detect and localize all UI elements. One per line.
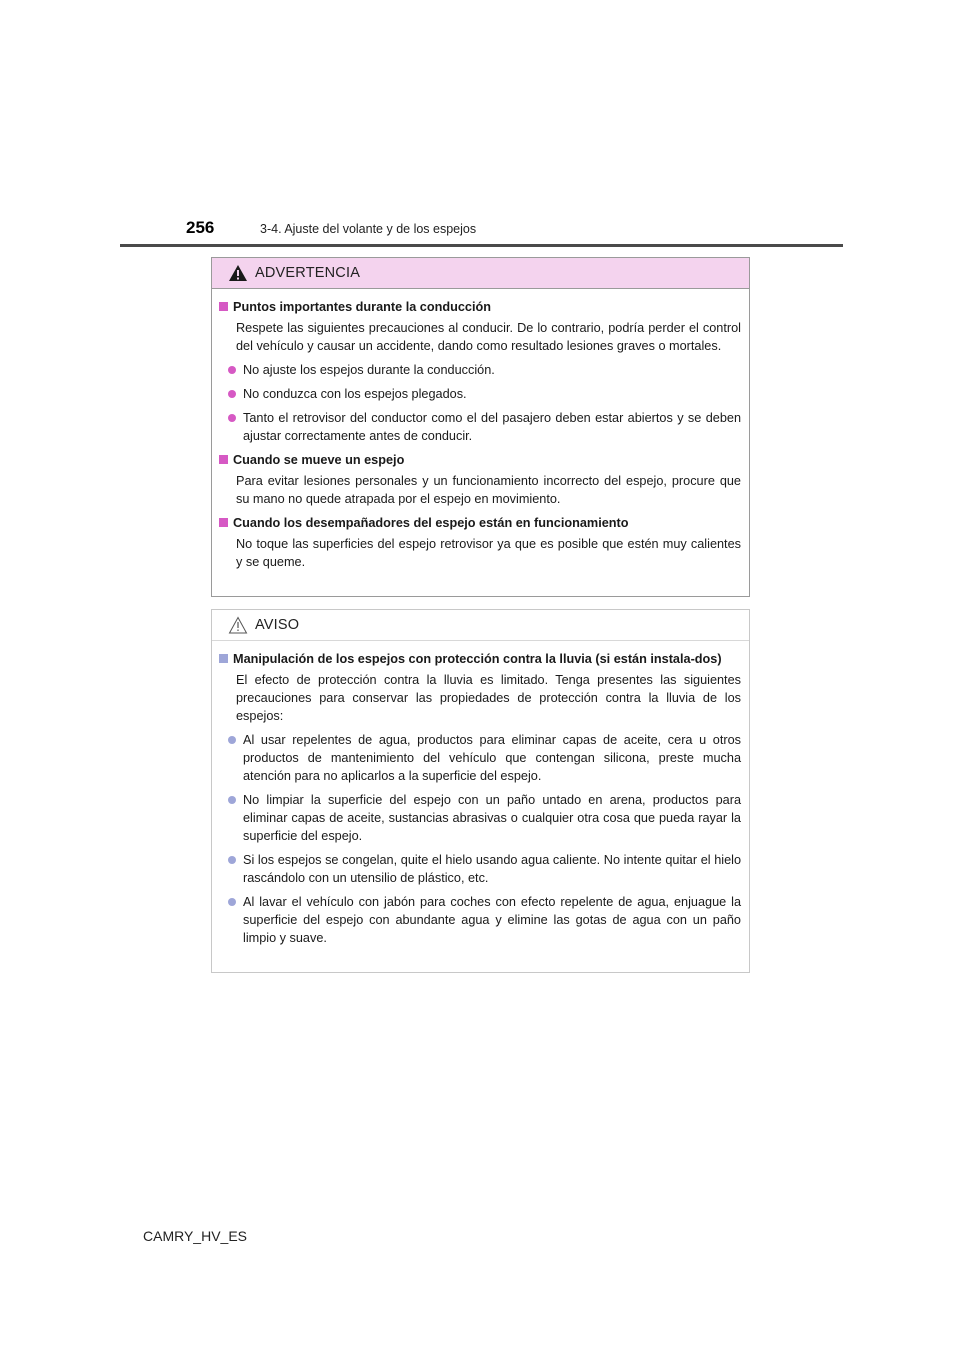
model-code: CAMRY_HV_ES: [143, 1228, 248, 1244]
caution-triangle-icon: [228, 616, 248, 634]
notice-box: [211, 609, 750, 973]
notice-title: AVISO: [255, 617, 300, 633]
header-rule: [120, 244, 843, 247]
list-item: Tanto el retrovisor del conductor como el del pasajero deben estar abiertos y se deben ajustar correctamente antes de conducir.: [219, 409, 741, 445]
warning-triangle-icon: [228, 264, 248, 282]
warning-box: [211, 257, 750, 597]
dot-bullet-icon: [228, 390, 236, 398]
section-text: Para evitar lesiones personales y un funcionamiento incorrecto del espejo, procure que su mano no quede atrapada por el espejo en movimiento.: [236, 474, 741, 506]
section-heading: Cuando los desempañadores del espejo están en funcionamiento: [219, 514, 741, 532]
square-bullet-icon: [219, 654, 228, 663]
dot-bullet-icon: [228, 796, 236, 804]
square-bullet-icon: [219, 455, 228, 464]
dot-bullet-icon: [228, 366, 236, 374]
section-heading: Puntos importantes durante la conducción: [219, 298, 741, 316]
warning-title: ADVERTENCIA: [255, 265, 361, 281]
section-heading: Manipulación de los espejos con protección contra la lluvia (si están instala-dos): [219, 650, 741, 668]
dot-bullet-icon: [228, 856, 236, 864]
list-item: Si los espejos se congelan, quite el hielo usando agua caliente. No intente quitar el hielo rascándolo con un utensilio de plástico, etc.: [219, 851, 741, 887]
section-text: Respete las siguientes precauciones al conducir. De lo contrario, podría perder el control del vehículo y causar un accidente, dando como resultado lesiones graves o mortales.: [236, 321, 741, 353]
list-item: No limpiar la superficie del espejo con un paño untado en arena, productos para eliminar capas de aceite, sustancias abrasivas o cualquier otra cosa que pueda rayar la superficie del espejo.: [219, 791, 741, 845]
square-bullet-icon: [219, 302, 228, 311]
list-item: No ajuste los espejos durante la conducción.: [219, 361, 741, 379]
section-text: El efecto de protección contra la lluvia es limitado. Tenga presentes las siguientes precauciones para conservar las propiedades de protección contra la lluvia de los espejos:: [236, 673, 741, 723]
warning-body: [212, 289, 749, 571]
list-item: No conduzca con los espejos plegados.: [219, 385, 741, 403]
page-number: 256: [186, 218, 215, 237]
notice-header: [212, 610, 749, 641]
dot-bullet-icon: [228, 414, 236, 422]
section-text: No toque las superficies del espejo retrovisor ya que es posible que estén muy calientes y se queme.: [236, 537, 741, 569]
section-title: 3-4. Ajuste del volante y de los espejos: [260, 222, 477, 236]
warning-header: [212, 258, 749, 289]
dot-bullet-icon: [228, 736, 236, 744]
list-item: Al lavar el vehículo con jabón para coches con efecto repelente de agua, enjuague la superficie del espejo con abundante agua y elimine las gotas de agua con un paño limpio y suave.: [219, 893, 741, 947]
dot-bullet-icon: [228, 898, 236, 906]
list-item: Al usar repelentes de agua, productos para eliminar capas de aceite, cera u otros productos de mantenimiento del vehículo que contengan silicona, preste mucha atención para no aplicarlos a la superficie del espejo.: [219, 731, 741, 785]
square-bullet-icon: [219, 518, 228, 527]
section-heading: Cuando se mueve un espejo: [219, 451, 741, 469]
notice-body: [212, 641, 749, 947]
